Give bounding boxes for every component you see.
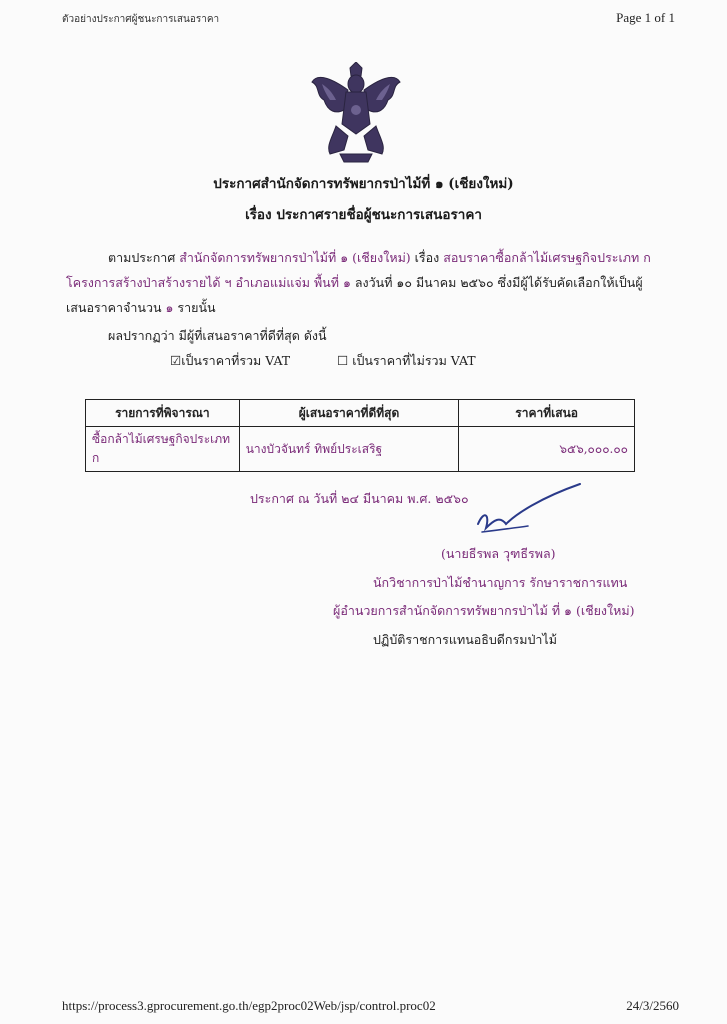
- doc-label: ตัวอย่างประกาศผู้ชนะการเสนอราคา: [62, 14, 220, 25]
- announcement-subject: เรื่อง ประกาศรายชื่อผู้ชนะการเสนอราคา: [245, 207, 482, 223]
- agency-name: สำนักจัดการทรัพยากรป่าไม้ที่ ๑ (เชียงใหม่): [179, 250, 411, 265]
- signer-position-3: ปฏิบัติราชการแทนอธิบดีกรมป่าไม้: [373, 632, 557, 647]
- print-date: 24/3/2560: [626, 998, 679, 1013]
- count-prefix: เสนอราคาจำนวน: [66, 300, 166, 315]
- column-header: ผู้เสนอราคาที่ดีที่สุด: [239, 400, 459, 427]
- item-cell: ซื้อกล้าไม้เศรษฐกิจประเภท ก: [86, 427, 240, 472]
- signature-icon: [470, 480, 590, 540]
- page-info: Page 1 of 1: [616, 10, 675, 25]
- column-header: รายการที่พิจารณา: [86, 400, 240, 427]
- paragraph-line-3: [66, 295, 216, 321]
- signer-position-1: นักวิชาการป่าไม้ชำนาญการ รักษาราชการแทน: [373, 575, 628, 590]
- paragraph-line-1: [108, 245, 651, 271]
- announcement-title: ประกาศสำนักจัดการทรัพยากรป่าไม้ที่ ๑ (เชียงใหม่): [213, 176, 514, 192]
- signer-name: (นายธีรพล วุฑธีรพล): [441, 546, 556, 561]
- vat-excluded-label: เป็นราคาที่ไม่รวม VAT: [352, 353, 476, 368]
- vat-included-option: [170, 351, 290, 371]
- signer-position-2: ผู้อำนวยการสำนักจัดการทรัพยากรป่าไม้ ที่ ๑ (เชียงใหม่): [333, 603, 635, 618]
- table-row: [86, 427, 635, 472]
- checked-box-icon: ☑: [170, 353, 182, 368]
- table-header-row: [86, 400, 635, 427]
- paragraph-line-2: [66, 270, 643, 296]
- source-url: https://process3.gprocurement.go.th/egp2proc02Web/jsp/control.proc02: [62, 998, 436, 1013]
- unchecked-box-icon: ☐: [337, 353, 349, 368]
- garuda-emblem-icon: [306, 62, 406, 168]
- project-name: โครงการสร้างป่าสร้างรายได้ ฯ อำเภอแม่แจ่ม พื้นที่ ๑: [66, 275, 351, 290]
- result-intro: ผลปรากฏว่า มีผู้ที่เสนอราคาที่ดีที่สุด ดังนี้: [108, 328, 327, 343]
- procurement-subject: สอบราคาซื้อกล้าไม้เศรษฐกิจประเภท ก: [443, 250, 651, 265]
- price-cell: ๖๕๖,๐๐๐.๐๐: [459, 427, 635, 472]
- paragraph-text: ลงวันที่ ๑๐ มีนาคม ๒๕๖๐ ซึ่งมีผู้ได้รับคัดเลือกให้เป็นผู้: [350, 275, 643, 290]
- result-table: [85, 399, 635, 472]
- vat-excluded-option: [337, 351, 476, 371]
- vat-included-label: เป็นราคาที่รวม VAT: [181, 353, 291, 368]
- subject-prefix: เรื่อง: [410, 250, 444, 265]
- bidder-cell: นางบัวจันทร์ ทิพย์ประเสริฐ: [239, 427, 459, 472]
- bidder-count: ๑: [165, 300, 174, 315]
- count-suffix: รายนั้น: [173, 300, 216, 315]
- column-header: ราคาที่เสนอ: [459, 400, 635, 427]
- announcement-date: ประกาศ ณ วันที่ ๒๔ มีนาคม พ.ศ. ๒๕๖๐: [250, 491, 469, 506]
- prefix-text: ตามประกาศ: [108, 250, 180, 265]
